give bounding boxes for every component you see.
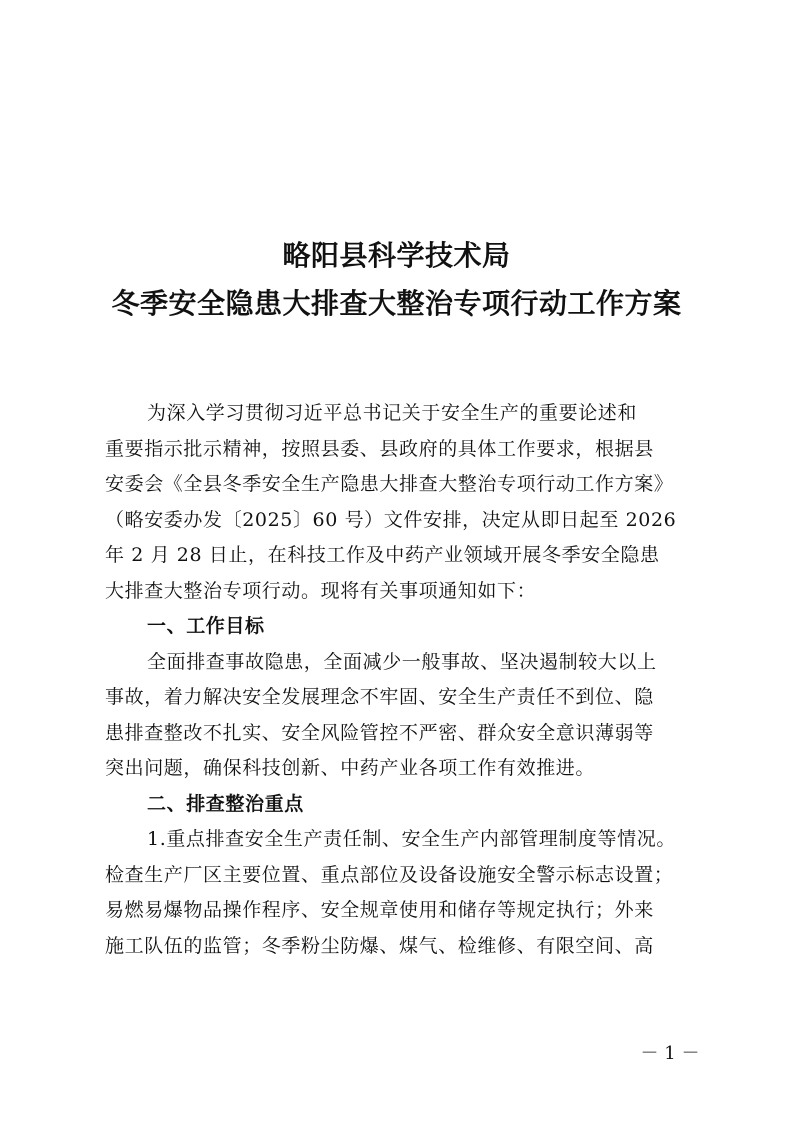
intro-paragraph-line: 安委会《全县冬季安全生产隐患大排查大整治专项行动工作方案》 <box>105 473 674 495</box>
page-number: － 1 － <box>640 1043 700 1064</box>
section1-paragraph-line: 全面排查事故隐患，全面减少一般事故、坚决遏制较大以上 <box>147 650 657 673</box>
section2-paragraph-line: 易燃易爆物品操作程序、安全规章使用和储存等规定执行；外来 <box>105 899 654 921</box>
section2-paragraph-line: 检查生产厂区主要位置、重点部位及设备设施安全警示标志设置； <box>105 863 674 886</box>
intro-paragraph-line: 年 2 月 28 日止，在科技工作及中药产业领域开展冬季安全隐患 <box>105 544 660 566</box>
section1-paragraph-line: 患排查整改不扎实、安全风险管控不严密、群众安全意识薄弱等 <box>105 721 654 744</box>
document-body <box>105 396 695 964</box>
intro-paragraph-line: 重要指示批示精神，按照县委、县政府的具体工作要求，根据县 <box>105 437 654 460</box>
intro-paragraph-line: （略安委办发〔2025〕60 号）文件安排，决定从即日起至 2026 <box>105 508 677 531</box>
section1-paragraph-line: 突出问题，确保科技创新、中药产业各项工作有效推进。 <box>105 757 596 779</box>
section-heading-inspection-focus: 二、排查整治重点 <box>147 792 304 815</box>
document-title-line-1: 略阳县科学技术局 <box>282 239 511 272</box>
section2-paragraph-line: 施工队伍的监管；冬季粉尘防爆、煤气、检维修、有限空间、高 <box>105 934 654 957</box>
section1-paragraph-line: 事故，着力解决安全发展理念不牢固、安全生产责任不到位、隐 <box>105 686 654 708</box>
intro-paragraph-line: 大排查大整治专项行动。现将有关事项通知如下： <box>105 579 537 602</box>
section2-paragraph-line: 1.重点排查安全生产责任制、安全生产内部管理制度等情况。 <box>147 828 676 850</box>
intro-paragraph-line: 为深入学习贯彻习近平总书记关于安全生产的重要论述和 <box>147 402 638 424</box>
section-heading-work-goals: 一、工作目标 <box>147 615 265 637</box>
document-title-line-2: 冬季安全隐患大排查大整治专项行动工作方案 <box>111 287 682 320</box>
